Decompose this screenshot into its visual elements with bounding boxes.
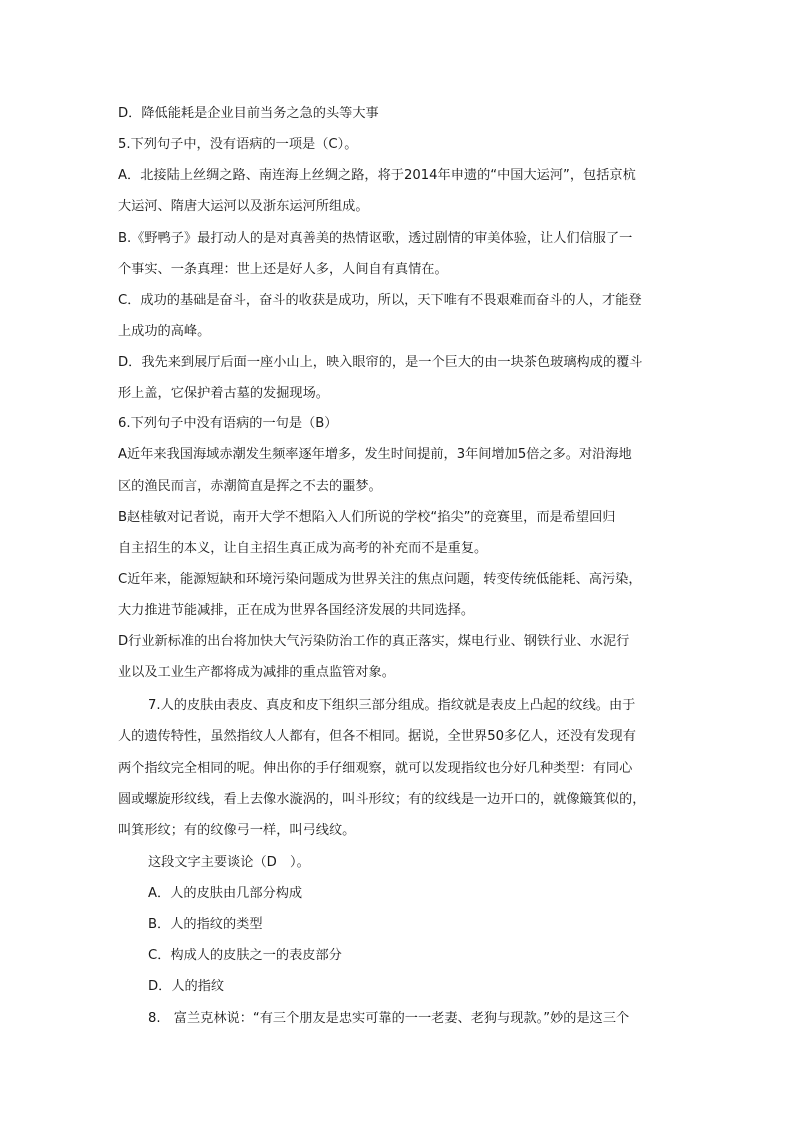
q5-option-b-line1: B.《野鸭子》最打动人的是对真善美的热情讴歌，透过剧情的审美体验，让人们信服了一 bbox=[118, 231, 633, 246]
q6-option-b-line2: 自主招生的本义，让自主招生真正成为高考的补充而不是重复。 bbox=[118, 541, 488, 556]
q5-option-d-line2: 形上盖，它保护着古墓的发掘现场。 bbox=[118, 386, 329, 401]
question-8-line1: 8. 富兰克林说：“有三个朋友是忠实可靠的一一老妻、老狗与现款。”妙的是这三个 bbox=[148, 1011, 630, 1026]
q5-option-a-line1: A．北接陆上丝绸之路、南连海上丝绸之路，将于2014年申遗的“中国大运河”，包括京杭 bbox=[118, 168, 636, 183]
question-7-passage-line1: 7.人的皮肤由表皮、真皮和皮下组织三部分组成。指纹就是表皮上凸起的纹线。由于 bbox=[148, 698, 636, 713]
question-7-passage-line3: 两个指纹完全相同的呢。伸出你的手仔细观察，就可以发现指纹也分好几种类型：有同心 bbox=[118, 761, 633, 776]
q6-option-d-line1: D行业新标准的出台将加快大气污染防治工作的真正落实，煤电行业、钢铁行业、水泥行 bbox=[118, 634, 630, 649]
q6-option-a-line1: A近年来我国海域赤潮发生频率逐年增多，发生时间提前，3年间增加5倍之多。对沿海地 bbox=[118, 447, 632, 462]
question-7-prompt: 这段文字主要谈论（D ）。 bbox=[148, 855, 310, 870]
q6-option-c-line1: C近年来，能源短缺和环境污染问题成为世界关注的焦点问题，转变传统低能耗、高污染， bbox=[118, 572, 642, 587]
q6-option-c-line2: 大力推进节能减排，正在成为世界各国经济发展的共同选择。 bbox=[118, 603, 475, 618]
question-5: 5.下列句子中，没有语病的一项是（C）。 bbox=[118, 137, 358, 152]
q7-option-c: C．构成人的皮肤之一的表皮部分 bbox=[148, 948, 342, 963]
question-7-passage-line2: 人的遗传特性，虽然指纹人人都有，但各不相同。据说，全世界50多亿人，还没有发现有 bbox=[118, 729, 636, 744]
q5-option-b-line2: 个事实、一条真理：世上还是好人多，人间自有真情在。 bbox=[118, 262, 448, 277]
q5-option-c-line2: 上成功的高峰。 bbox=[118, 324, 211, 339]
question-6: 6.下列句子中没有语病的一句是（B） bbox=[118, 416, 338, 431]
q6-option-a-line2: 区的渔民而言，赤潮简直是挥之不去的噩梦。 bbox=[118, 479, 382, 494]
q5-option-c-line1: C．成功的基础是奋斗，奋斗的收获是成功，所以，天下唯有不畏艰难而奋斗的人，才能登 bbox=[118, 293, 642, 308]
q7-option-d: D．人的指纹 bbox=[148, 979, 225, 994]
q6-option-d-line2: 业以及工业生产都将成为减排的重点监管对象。 bbox=[118, 665, 395, 680]
question-7-passage-line5: 叫箕形纹；有的纹像弓一样，叫弓线纹。 bbox=[118, 823, 356, 838]
q6-option-b-line1: B赵桂敏对记者说，南开大学不想陷入人们所说的学校“掐尖”的竞赛里，而是希望回归 bbox=[118, 510, 616, 525]
q5-option-a-line2: 大运河、隋唐大运河以及浙东运河所组成。 bbox=[118, 199, 369, 214]
option-d-q4: D．降低能耗是企业目前当务之急的头等大事 bbox=[118, 106, 379, 121]
question-7-passage-line4: 圆或螺旋形纹线，看上去像水漩涡的，叫斗形纹；有的纹线是一边开口的，就像簸箕似的， bbox=[118, 792, 646, 807]
q5-option-d-line1: D．我先来到展厅后面一座小山上，映入眼帘的，是一个巨大的由一块茶色玻璃构成的覆斗 bbox=[118, 355, 643, 370]
q7-option-a: A．人的皮肤由几部分构成 bbox=[148, 886, 303, 901]
q7-option-b: B．人的指纹的类型 bbox=[148, 917, 263, 932]
